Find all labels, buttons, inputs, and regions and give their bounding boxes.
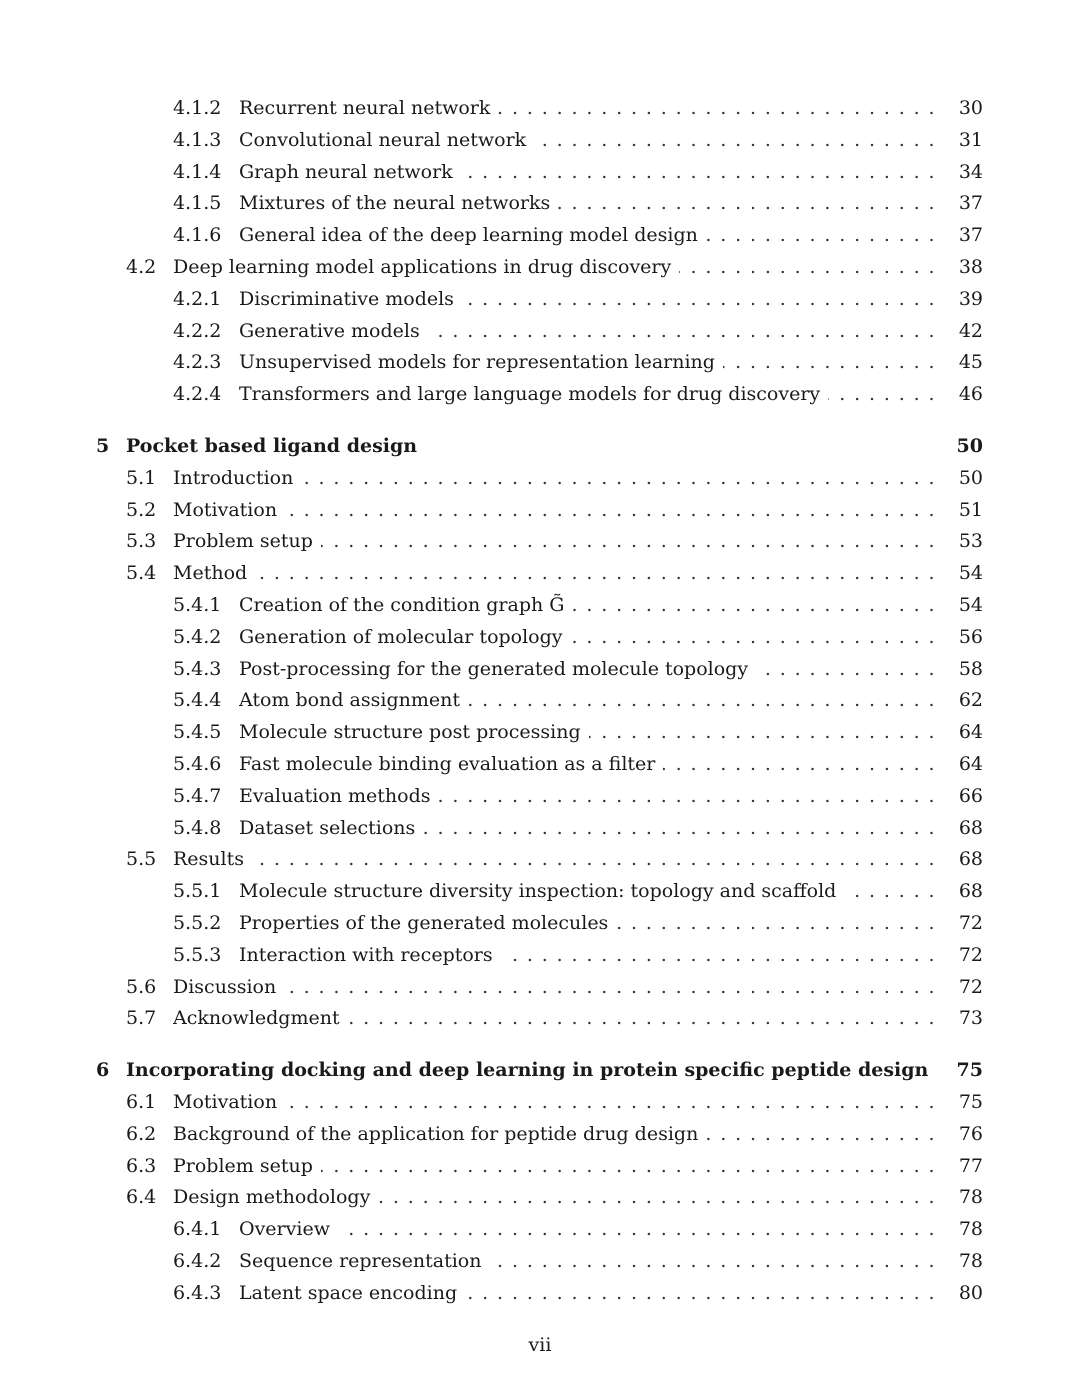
entry-title-text: Mixtures of the neural networks [239,192,558,214]
entry-number: 5.5.3 [173,943,222,966]
toc-subsection-entry[interactable] [0,781,1080,813]
entry-page-number: 38 [958,255,983,278]
entry-page-number: 72 [958,911,983,934]
entry-title [239,1214,936,1246]
toc-subsection-entry[interactable] [0,590,1080,622]
entry-title-text: Acknowledgment [173,1007,348,1029]
entry-title-text: Fast molecule binding evaluation as a filter [239,753,663,775]
toc-subsection-entry[interactable] [0,188,1080,220]
entry-number: 6 [96,1059,110,1082]
entry-number: 6.4.1 [173,1218,222,1241]
entry-number: 4.1.6 [173,224,222,247]
entry-number: 5.4.1 [173,593,222,616]
entry-title [239,316,936,348]
entry-page-number: 30 [958,97,983,119]
entry-number: 4.2 [126,255,157,278]
entry-number: 5.5.1 [173,880,222,903]
entry-page-number: 80 [958,1281,983,1304]
entry-title-text: Background of the application for peptide drug design [173,1123,706,1145]
entry-page-number: 72 [958,975,983,998]
entry-number: 5.3 [126,530,157,553]
entry-page-number: 64 [958,721,983,744]
toc-subsection-entry[interactable] [0,717,1080,749]
entry-title [173,558,936,590]
toc-subsection-entry[interactable] [0,813,1080,845]
toc-section-entry[interactable] [0,844,1080,876]
entry-title-text: Method [173,562,255,584]
entry-page-number: 75 [956,1059,983,1082]
entry-title [239,781,936,813]
entry-page-number: 46 [958,383,983,406]
entry-title [239,379,936,411]
toc-subsection-entry[interactable] [0,1214,1080,1246]
entry-number: 6.4 [126,1186,157,1209]
entry-title-text: Generation of molecular topology [239,626,571,648]
entry-title [239,1278,936,1310]
entry-title [239,749,936,781]
toc-subsection-entry[interactable] [0,220,1080,252]
entry-page-number: 51 [958,498,983,521]
entry-title-text: Post-processing for the generated molecule topology [239,658,756,680]
entry-page-number: 66 [958,784,983,807]
toc-subsection-entry[interactable] [0,654,1080,686]
entry-number: 6.4.2 [173,1249,222,1272]
entry-title [239,876,936,908]
toc-subsection-entry[interactable] [0,876,1080,908]
entry-title-text: Discussion [173,976,284,998]
entry-page-number: 50 [956,434,983,457]
entry-title [173,1151,936,1183]
entry-title [239,685,936,717]
entry-title [239,654,936,686]
entry-page-number: 72 [958,943,983,966]
toc-section-entry[interactable] [0,463,1080,495]
entry-page-number: 37 [958,192,983,215]
entry-page-number: 68 [958,816,983,839]
entry-number: 4.2.2 [173,319,222,342]
entry-title [173,1119,936,1151]
entry-number: 6.4.3 [173,1281,222,1304]
entry-number: 6.2 [126,1122,157,1145]
toc-subsection-entry[interactable] [0,125,1080,157]
entry-title [239,622,936,654]
entry-number: 5.5 [126,848,157,871]
entry-title-text: Results [173,848,252,870]
entry-title-text: Transformers and large language models for drug discovery [239,383,828,405]
entry-title [239,717,936,749]
toc-section-entry[interactable] [0,1087,1080,1119]
entry-page-number: 78 [958,1249,983,1272]
entry-page-number: 76 [958,1122,983,1145]
entry-title-text: Pocket based ligand design [126,434,418,457]
entry-title [239,1246,936,1278]
toc-section-entry[interactable] [0,1182,1080,1214]
entry-number: 4.2.1 [173,287,222,310]
entry-number: 5.1 [126,466,157,489]
entry-page-number: 54 [958,562,983,585]
entry-title-text: Motivation [173,499,285,521]
entry-title-text: Dataset selections [239,817,423,839]
entry-title [239,908,936,940]
entry-page-number: 58 [958,657,983,680]
entry-page-number: 39 [958,287,983,310]
entry-number: 4.1.4 [173,160,222,183]
entry-number: 5.4.6 [173,752,222,775]
entry-number: 5.4.7 [173,784,222,807]
toc-section-entry[interactable] [0,1119,1080,1151]
entry-title [126,431,936,463]
toc-section-entry[interactable] [0,495,1080,527]
entry-title [173,1087,936,1119]
entry-title-text: Motivation [173,1091,285,1113]
entry-number: 5.4 [126,562,157,585]
entry-title-text: Creation of the condition graph G̃ [239,594,572,616]
entry-page-number: 78 [958,1218,983,1241]
entry-title-text: Molecule structure post processing [239,721,589,743]
toc-subsection-entry[interactable] [0,622,1080,654]
entry-title [239,347,936,379]
toc-section-entry[interactable] [0,252,1080,284]
entry-title-text: Overview [239,1218,338,1240]
entry-title-text: Atom bond assignment [239,689,468,711]
entry-page-number: 75 [958,1090,983,1113]
entry-title [126,1055,936,1087]
entry-title [173,463,936,495]
entry-title [239,220,936,252]
entry-title-text: Problem setup [173,1155,321,1177]
entry-title [239,813,936,845]
entry-title-text: Unsupervised models for representation learning [239,351,723,373]
entry-title [239,93,936,125]
entry-page-number: 34 [958,160,983,183]
entry-page-number: 64 [958,752,983,775]
entry-page-number: 53 [958,530,983,553]
entry-number: 5 [96,434,110,457]
entry-title-text: Properties of the generated molecules [239,912,616,934]
toc-section-entry[interactable] [0,1003,1080,1035]
entry-title-text: Sequence representation [239,1250,489,1272]
entry-page-number: 62 [958,689,983,712]
toc-subsection-entry[interactable] [0,93,1080,125]
toc-subsection-entry[interactable] [0,940,1080,972]
table-of-contents [0,93,1080,1309]
entry-title-text: Introduction [173,467,301,489]
entry-number: 5.4.8 [173,816,222,839]
entry-page-number: 42 [958,319,983,342]
entry-number: 5.4.3 [173,657,222,680]
entry-page-number: 37 [958,224,983,247]
toc-subsection-entry[interactable] [0,347,1080,379]
entry-title [239,940,936,972]
entry-title-text: Latent space encoding [239,1282,465,1304]
toc-subsection-entry[interactable] [0,749,1080,781]
toc-subsection-entry[interactable] [0,316,1080,348]
entry-page-number: 54 [958,593,983,616]
entry-title [239,284,936,316]
toc-subsection-entry[interactable] [0,157,1080,189]
entry-page-number: 31 [958,128,983,151]
entry-number: 4.2.3 [173,351,222,374]
entry-title [173,1003,936,1035]
toc-subsection-entry[interactable] [0,1278,1080,1310]
toc-subsection-entry[interactable] [0,379,1080,411]
toc-section-entry[interactable] [0,972,1080,1004]
entry-title-text: Design methodology [173,1186,378,1208]
toc-section-entry[interactable] [0,558,1080,590]
entry-number: 6.1 [126,1090,157,1113]
entry-title-text: Incorporating docking and deep learning in protein specific peptide design [126,1059,929,1082]
toc-subsection-entry[interactable] [0,908,1080,940]
entry-number: 5.4.5 [173,721,222,744]
entry-title [173,844,936,876]
entry-title [239,590,936,622]
entry-title [173,526,936,558]
entry-title [173,1182,936,1214]
entry-title-text: General idea of the deep learning model design [239,224,706,246]
entry-page-number: 50 [958,466,983,489]
entry-title-text: Interaction with receptors [239,944,501,966]
entry-title [239,157,936,189]
entry-number: 4.1.5 [173,192,222,215]
entry-title [239,188,936,220]
entry-title-text: Generative models [239,320,428,342]
entry-title [173,972,936,1004]
toc-subsection-entry[interactable] [0,284,1080,316]
toc-section-entry[interactable] [0,1151,1080,1183]
entry-number: 5.2 [126,498,157,521]
entry-title [173,252,936,284]
toc-subsection-entry[interactable] [0,1246,1080,1278]
entry-title-text: Recurrent neural network [239,97,498,119]
entry-title-text: Molecule structure diversity inspection: topology and scaffold [239,880,844,902]
entry-page-number: 73 [958,1007,983,1030]
entry-number: 5.5.2 [173,911,222,934]
toc-chapter-entry[interactable] [0,431,1080,463]
toc-chapter-entry[interactable] [0,1055,1080,1087]
entry-title [239,125,936,157]
entry-page-number: 68 [958,848,983,871]
entry-page-number: 78 [958,1186,983,1209]
entry-number: 5.6 [126,975,157,998]
entry-number: 5.4.2 [173,625,222,648]
entry-number: 4.1.2 [173,97,222,119]
toc-section-entry[interactable] [0,526,1080,558]
entry-number: 4.1.3 [173,128,222,151]
entry-page-number: 45 [958,351,983,374]
entry-title-text: Evaluation methods [239,785,438,807]
entry-number: 5.7 [126,1007,157,1030]
entry-title-text: Discriminative models [239,288,462,310]
page-number: vii [528,1334,552,1356]
entry-page-number: 77 [958,1154,983,1177]
entry-title-text: Problem setup [173,530,321,552]
entry-number: 4.2.4 [173,383,222,406]
entry-title [173,495,936,527]
entry-page-number: 56 [958,625,983,648]
toc-subsection-entry[interactable] [0,685,1080,717]
entry-number: 5.4.4 [173,689,222,712]
entry-title-text: Deep learning model applications in drug discovery [173,256,679,278]
entry-page-number: 68 [958,880,983,903]
entry-number: 6.3 [126,1154,157,1177]
entry-title-text: Convolutional neural network [239,129,534,151]
entry-title-text: Graph neural network [239,161,461,183]
